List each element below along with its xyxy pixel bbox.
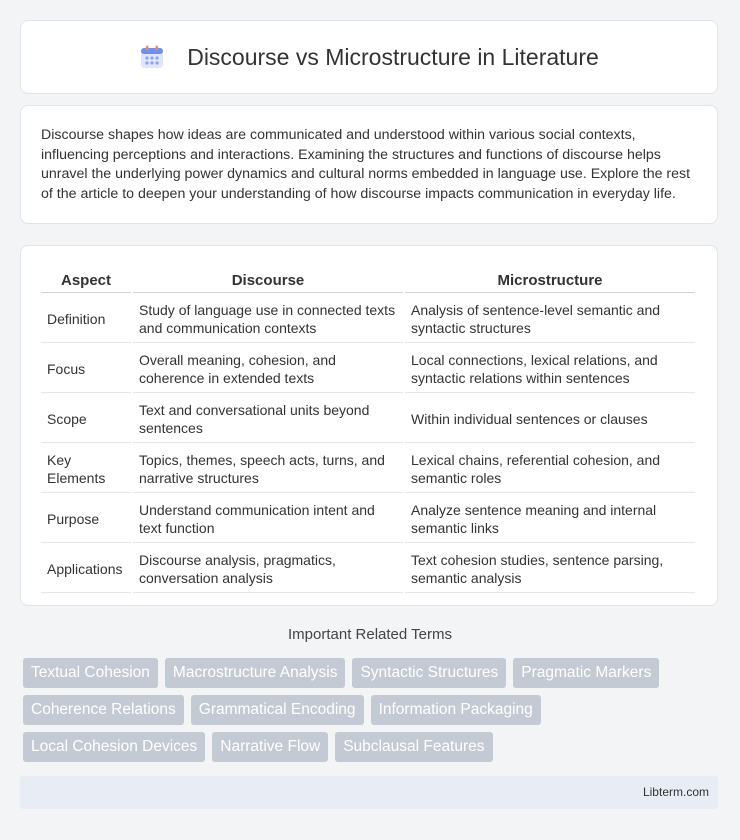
cell-discourse: Understand communication intent and text function (133, 495, 403, 543)
header-aspect: Aspect (41, 268, 131, 293)
tag-macrostructure-analysis[interactable]: Macrostructure Analysis (165, 658, 346, 688)
tag-pragmatic-markers[interactable]: Pragmatic Markers (513, 658, 659, 688)
tag-syntactic-structures[interactable]: Syntactic Structures (352, 658, 506, 688)
tag-grammatical-encoding[interactable]: Grammatical Encoding (191, 695, 364, 725)
comparison-table (39, 266, 697, 595)
tag-subclausal-features[interactable]: Subclausal Features (335, 732, 492, 762)
footer (20, 776, 718, 809)
footer-site-link[interactable]: Libterm.com (642, 785, 709, 799)
cell-aspect: Scope (41, 395, 131, 443)
cell-microstructure: Within individual sentences or clauses (405, 395, 695, 443)
table-row (41, 545, 695, 593)
cell-aspect: Purpose (41, 495, 131, 543)
tag-row (23, 695, 723, 725)
tag-row (23, 658, 723, 688)
calendar-icon (139, 44, 165, 70)
cell-discourse: Discourse analysis, pragmatics, conversation analysis (133, 545, 403, 593)
cell-discourse: Study of language use in connected texts and communication contexts (133, 295, 403, 343)
tag-local-cohesion-devices[interactable]: Local Cohesion Devices (23, 732, 205, 762)
tag-textual-cohesion[interactable]: Textual Cohesion (23, 658, 158, 688)
header-microstructure: Microstructure (405, 268, 695, 293)
comparison-table-card (20, 245, 718, 606)
tag-row (23, 732, 723, 762)
header-discourse: Discourse (133, 268, 403, 293)
table-row (41, 295, 695, 343)
cell-discourse: Topics, themes, speech acts, turns, and narrative structures (133, 445, 403, 493)
tag-information-packaging[interactable]: Information Packaging (371, 695, 541, 725)
table-row (41, 495, 695, 543)
table-row (41, 345, 695, 393)
cell-discourse: Text and conversational units beyond sentences (133, 395, 403, 443)
cell-aspect: Focus (41, 345, 131, 393)
cell-aspect: Key Elements (41, 445, 131, 493)
related-terms-title: Important Related Terms (288, 626, 452, 643)
table-row (41, 445, 695, 493)
intro-text: Discourse shapes how ideas are communicated and understood within various social contexts, influencing perceptions and interactions. Examining the structures and functions of discourse helps unravel the underlying power dynamics and cultural norms embedded in language use. Explore the rest of the article to deepen your understanding of how discourse impacts communication in everyday life. (41, 127, 691, 202)
cell-microstructure: Analysis of sentence-level semantic and syntactic structures (405, 295, 695, 343)
cell-microstructure: Local connections, lexical relations, and syntactic relations within sentences (405, 345, 695, 393)
header-card (20, 20, 718, 94)
cell-microstructure: Text cohesion studies, sentence parsing, semantic analysis (405, 545, 695, 593)
tag-narrative-flow[interactable]: Narrative Flow (212, 732, 328, 762)
table-row (41, 395, 695, 443)
cell-discourse: Overall meaning, cohesion, and coherence in extended texts (133, 345, 403, 393)
intro-card (20, 105, 718, 224)
cell-microstructure: Analyze sentence meaning and internal semantic links (405, 495, 695, 543)
page-title: Discourse vs Microstructure in Literature (187, 43, 599, 70)
related-terms-list (23, 658, 723, 769)
cell-aspect: Definition (41, 295, 131, 343)
cell-microstructure: Lexical chains, referential cohesion, and semantic roles (405, 445, 695, 493)
tag-coherence-relations[interactable]: Coherence Relations (23, 695, 184, 725)
table-header-row (41, 268, 695, 293)
cell-aspect: Applications (41, 545, 131, 593)
